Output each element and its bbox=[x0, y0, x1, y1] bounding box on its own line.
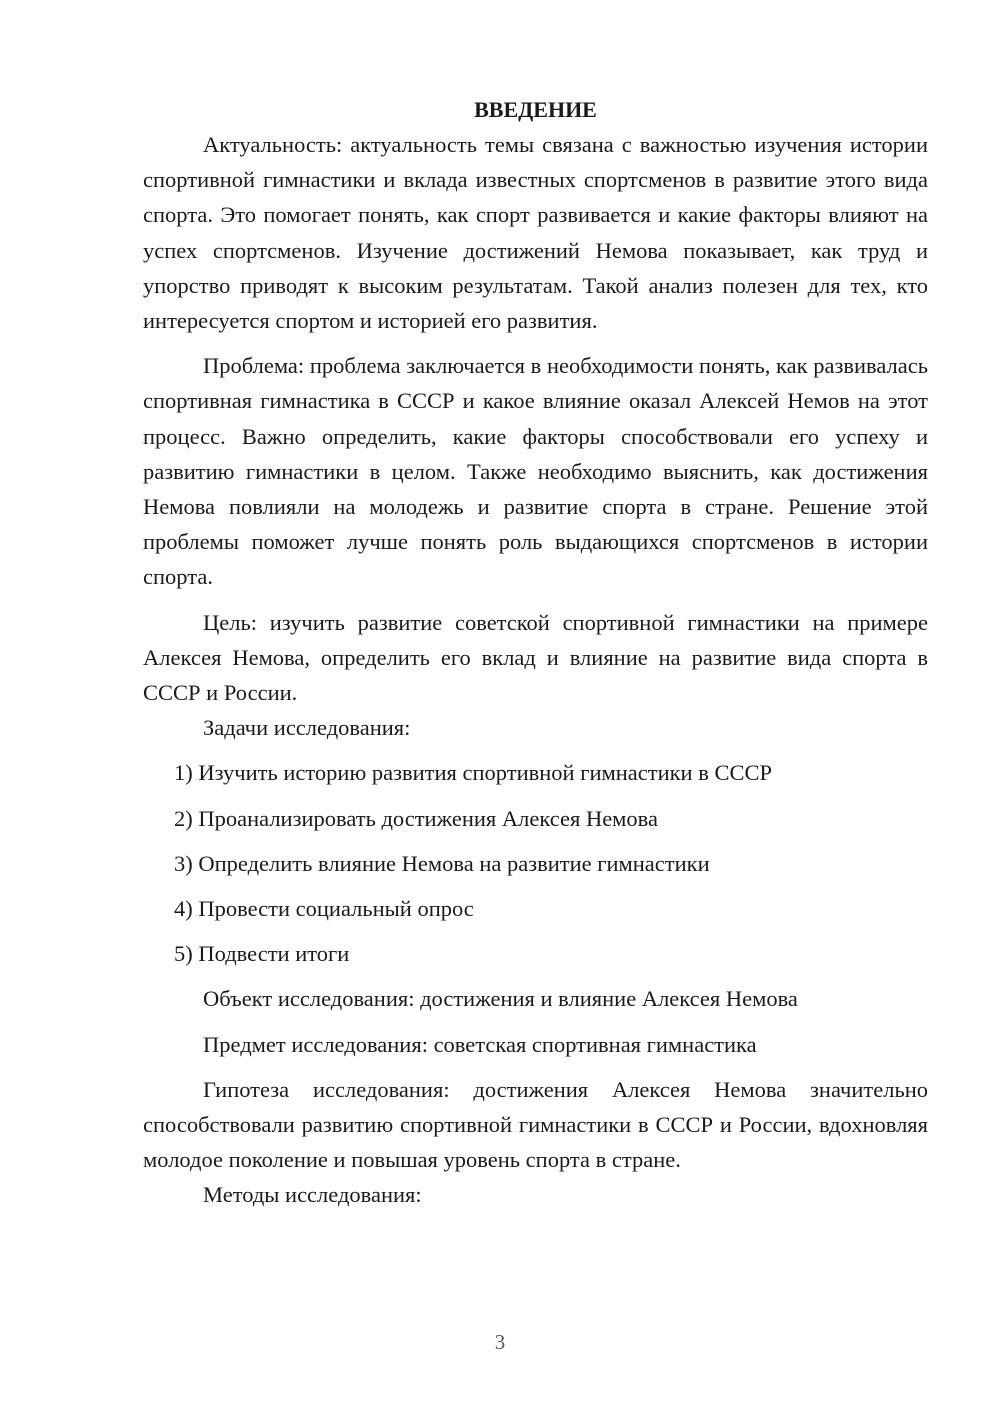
document-page bbox=[143, 92, 928, 1213]
research-object: Объект исследования: достижения и влияние Алексея Немова bbox=[203, 986, 798, 1012]
methods-heading: Методы исследования: bbox=[203, 1182, 422, 1208]
task-item: 4) Провести социальный опрос bbox=[174, 896, 474, 922]
problem-paragraph: Проблема: проблема заключается в необходимости понять, как развивалась спортивная гимнастика в СССР и какое влияние оказал Алексей Немов на этот процесс. Важно определить, какие факторы способствовали его успеху и развитию гимнастики в целом. Также необходимо выяснить, как достижения Немова повлияли на молодежь и развитие спорта в стране. Решение этой проблемы поможет лучше понять роль выдающихся спортсменов в истории спорта. bbox=[143, 353, 928, 590]
relevance-paragraph: Актуальность: актуальность темы связана с важностью изучения истории спортивной гимнастики и вклада известных спортсменов в развитие этого вида спорта. Это помогает понять, как спорт развивается и какие факторы влияют на успех спортсменов. Изучение достижений Немова показывает, как труд и упорство приводят к высоким результатам. Такой анализ полезен для тех, кто интересуется спортом и историей его развития. bbox=[143, 132, 928, 334]
hypothesis-paragraph: Гипотеза исследования: достижения Алексея Немова значительно способствовали развитию спортивной гимнастики в СССР и России, вдохновляя молодое поколение и повышая уровень спорта в стране. bbox=[143, 1076, 928, 1173]
task-item: 2) Проанализировать достижения Алексея Немова bbox=[174, 805, 658, 831]
section-title: ВВЕДЕНИЕ bbox=[474, 97, 597, 122]
task-item: 5) Подвести итоги bbox=[174, 941, 350, 967]
goal-paragraph: Цель: изучить развитие советской спортивной гимнастики на примере Алексея Немова, определить его вклад и влияние на развитие вида спорта в СССР и России. bbox=[143, 609, 928, 706]
tasks-heading: Задачи исследования: bbox=[203, 715, 411, 741]
task-item: 1) Изучить историю развития спортивной гимнастики в СССР bbox=[174, 760, 772, 786]
page-number: 3 bbox=[494, 1330, 506, 1354]
research-subject: Предмет исследования: советская спортивная гимнастика bbox=[203, 1031, 757, 1057]
task-item: 3) Определить влияние Немова на развитие гимнастики bbox=[174, 850, 710, 876]
